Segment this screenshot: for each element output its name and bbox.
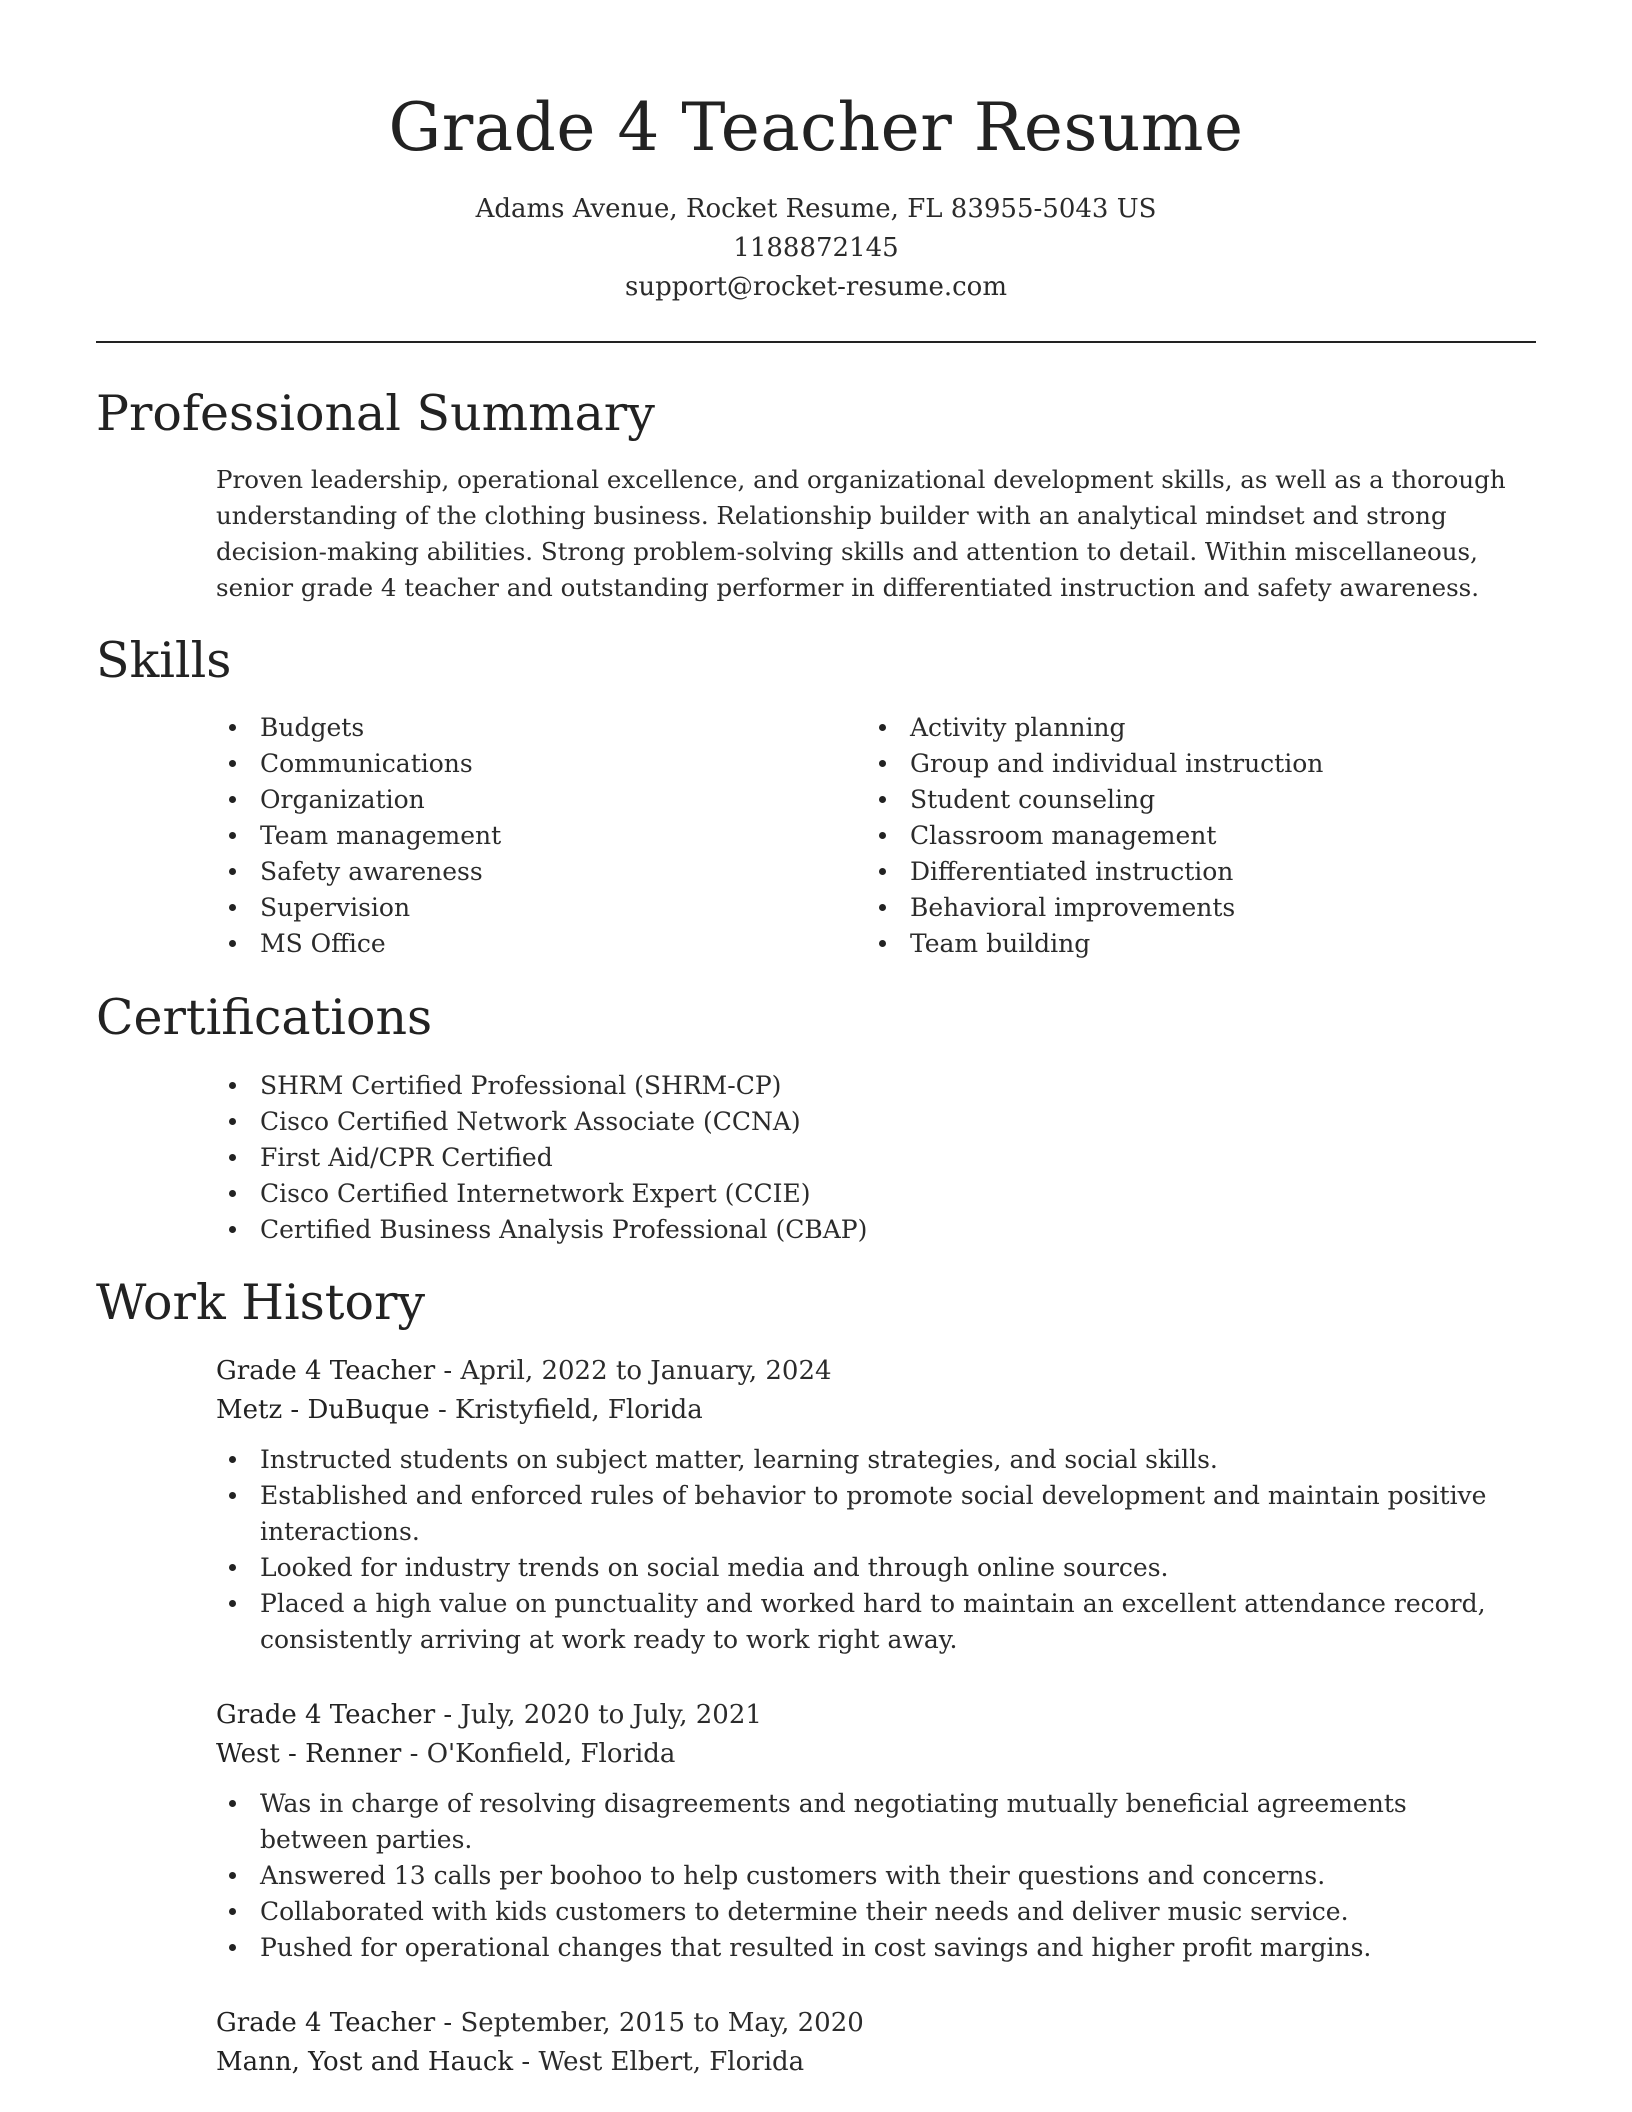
contact-email: support@rocket-resume.com	[624, 272, 1007, 302]
job-title-line: Grade 4 Teacher - September, 2015 to May, 2020	[216, 2008, 864, 2038]
contact-phone: 1188872145	[733, 233, 899, 263]
job-bullet: Was in charge of resolving disagreements and negotiating mutually beneficial agreements between parties.	[216, 1786, 1516, 1858]
certifications-list	[216, 1068, 1516, 1248]
job-company-line: Mann, Yost and Hauck - West Elbert, Florida	[216, 2047, 805, 2077]
header-divider	[96, 341, 1536, 343]
skill-item: Differentiated instruction	[866, 854, 1466, 890]
certification-item: First Aid/CPR Certified	[216, 1140, 1516, 1176]
job-entry	[216, 1352, 1516, 1658]
skill-item: Communications	[216, 746, 816, 782]
job-bullet: Pushed for operational changes that resulted in cost savings and higher profit margins.	[216, 1930, 1516, 1966]
job-company: Mann, Yost and Hauck	[216, 2047, 514, 2077]
job-title-line: Grade 4 Teacher - April, 2022 to January, 2024	[216, 1356, 832, 1386]
skill-item: Team building	[866, 926, 1466, 962]
job-dates: July, 2020 to July, 2021	[460, 1700, 762, 1730]
skill-item: Classroom management	[866, 818, 1466, 854]
summary-heading: Professional Summary	[96, 385, 655, 442]
job-location: West Elbert, Florida	[538, 2047, 805, 2077]
job-dates: April, 2022 to January, 2024	[460, 1356, 832, 1386]
skill-item: MS Office	[216, 926, 816, 962]
job-entry	[216, 1696, 1516, 1966]
job-company: West - Renner	[216, 1739, 402, 1769]
summary-text: Proven leadership, operational excellence, and organizational development skills, as well as a thorough understanding of the clothing business. Relationship builder with an analytical mindset and strong decision-making abilities. Strong problem-solving skills and attention to detail. Within miscellaneous, senior grade 4 teacher and outstanding performer in differentiated instruction and safety awareness.	[216, 465, 1506, 602]
skill-item: Team management	[216, 818, 816, 854]
skills-list-right	[866, 710, 1466, 962]
certification-item: Cisco Certified Internetwork Expert (CCIE)	[216, 1176, 1516, 1212]
skill-item: Safety awareness	[216, 854, 816, 890]
skills-heading: Skills	[96, 632, 232, 689]
job-bullet: Established and enforced rules of behavior to promote social development and maintain positive interactions.	[216, 1478, 1516, 1550]
job-entry	[216, 2004, 1516, 2082]
certification-item: SHRM Certified Professional (SHRM-CP)	[216, 1068, 1516, 1104]
job-bullets	[216, 1442, 1516, 1658]
job-location: O'Konfield, Florida	[426, 1739, 676, 1769]
certifications-heading: Certifications	[96, 989, 433, 1046]
job-company-line: Metz - DuBuque - Kristyfield, Florida	[216, 1395, 703, 1425]
skills-list-left	[216, 710, 816, 962]
certification-item: Cisco Certified Network Associate (CCNA)	[216, 1104, 1516, 1140]
contact-address: Adams Avenue, Rocket Resume, FL 83955-5043 US	[475, 194, 1157, 224]
skill-item: Group and individual instruction	[866, 746, 1466, 782]
contact-block	[96, 190, 1536, 307]
job-bullet: Collaborated with kids customers to determine their needs and deliver music service.	[216, 1894, 1516, 1930]
job-bullet: Placed a high value on punctuality and worked hard to maintain an excellent attendance record, consistently arriving at work ready to work right away.	[216, 1586, 1516, 1658]
work-history-heading: Work History	[96, 1274, 426, 1331]
job-title-line: Grade 4 Teacher - July, 2020 to July, 2021	[216, 1700, 762, 1730]
job-role: Grade 4 Teacher	[216, 1356, 436, 1386]
skill-item: Behavioral improvements	[866, 890, 1466, 926]
skill-item: Supervision	[216, 890, 816, 926]
job-bullet: Looked for industry trends on social media and through online sources.	[216, 1550, 1516, 1586]
job-company: Metz - DuBuque	[216, 1395, 430, 1425]
job-dates: September, 2015 to May, 2020	[460, 2008, 864, 2038]
resume-header	[96, 84, 1536, 307]
job-bullets	[216, 1786, 1516, 1966]
skill-item: Budgets	[216, 710, 816, 746]
job-role: Grade 4 Teacher	[216, 1700, 436, 1730]
skill-item: Organization	[216, 782, 816, 818]
job-bullet: Instructed students on subject matter, learning strategies, and social skills.	[216, 1442, 1516, 1478]
resume-title: Grade 4 Teacher Resume	[388, 89, 1244, 166]
skill-item: Student counseling	[866, 782, 1466, 818]
job-role: Grade 4 Teacher	[216, 2008, 436, 2038]
job-bullet: Answered 13 calls per boohoo to help customers with their questions and concerns.	[216, 1858, 1516, 1894]
job-company-line: West - Renner - O'Konfield, Florida	[216, 1739, 676, 1769]
certification-item: Certified Business Analysis Professional (CBAP)	[216, 1212, 1516, 1248]
skill-item: Activity planning	[866, 710, 1466, 746]
job-location: Kristyfield, Florida	[455, 1395, 703, 1425]
